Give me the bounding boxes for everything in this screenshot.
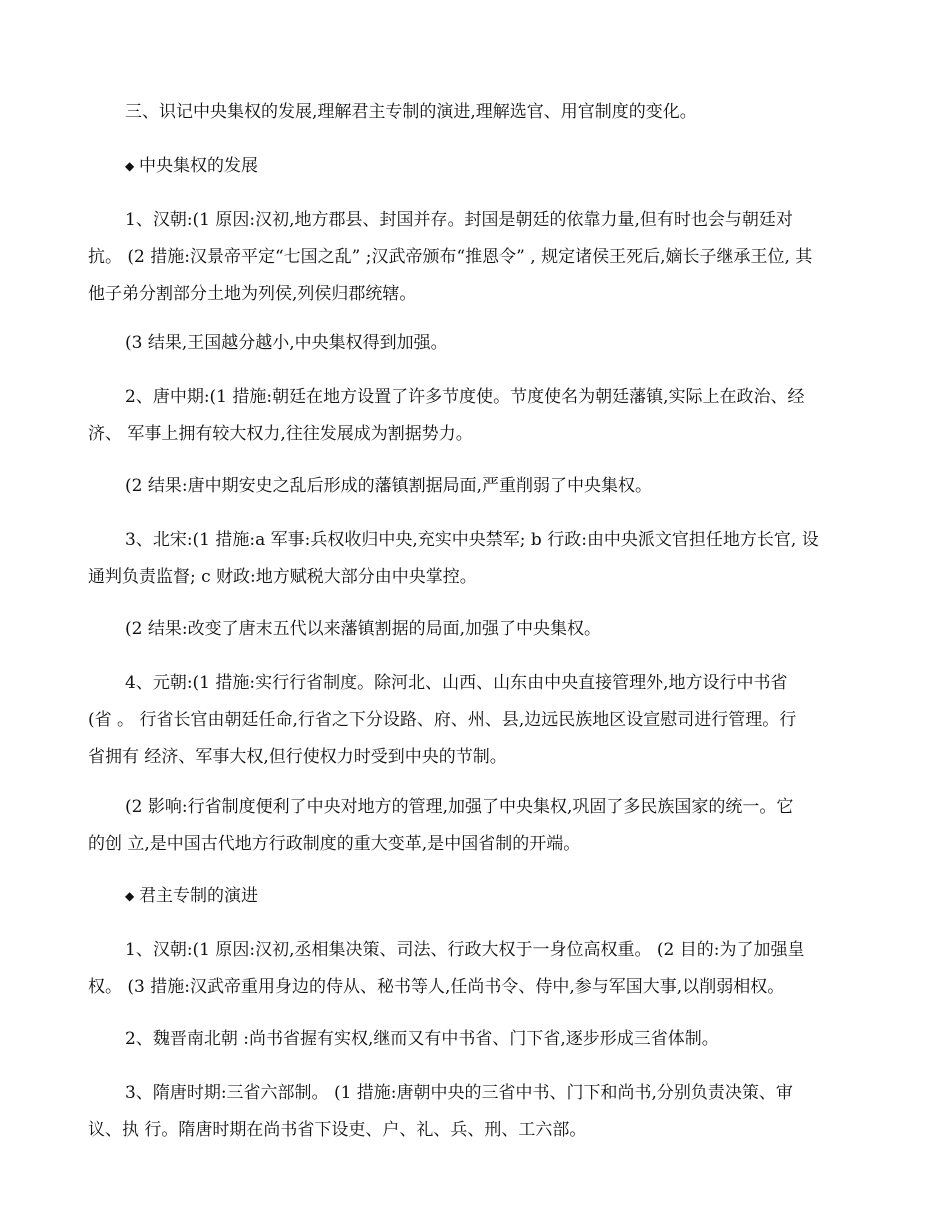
paragraph-yuan-impact <box>88 789 864 863</box>
paragraph-line: 1、汉朝:(1 原因:汉初,地方郡县、封国并存。封国是朝廷的依靠力量,但有时也会与朝廷对 <box>125 210 793 230</box>
paragraph-line: 议、执 行。隋唐时期在尚书省下设吏、户、礼、兵、刑、工六部。 <box>88 1120 587 1140</box>
diamond-bullet-icon: ◆ <box>125 889 135 903</box>
section-title: 君主专制的演进 <box>139 886 258 906</box>
paragraph-line: 1、汉朝:(1 原因:汉初,丞相集决策、司法、行政大权于一身位高权重。 (2 目的:为了加强皇 <box>125 940 805 960</box>
paragraph-line: 2、唐中期:(1 措施:朝廷在地方设置了许多节度使。节度使名为朝廷藩镇,实际上在政治、经 <box>125 387 805 407</box>
paragraph-tang-measures <box>88 379 864 453</box>
paragraph-weijin <box>88 1021 901 1058</box>
paragraph-han-result <box>88 325 901 362</box>
paragraph-line: 权。 (3 措施:汉武帝重用身边的侍从、秘书等人,任尚书令、侍中,参与军国大事,以削弱相权。 <box>88 977 785 997</box>
paragraph-han-autocracy <box>88 932 864 1006</box>
paragraph-line: (2 结果:唐中期安史之乱后形成的藩镇割据局面,严重削弱了中央集权。 <box>125 476 652 496</box>
paragraph-line: (2 影响:行省制度便利了中央对地方的管理,加强了中央集权,巩固了多民族国家的统一。它 <box>125 797 794 817</box>
paragraph-song-result <box>88 611 901 648</box>
paragraph-line: 济、 军事上拥有较大权力,往往发展成为割据势力。 <box>88 424 473 444</box>
paragraph-line: (省 。 行省长官由朝廷任命,行省之下分设路、府、州、县,边远民族地区设宣慰司进行管理。行 <box>88 710 797 730</box>
paragraph-tang-result <box>88 468 901 505</box>
paragraph-line: 的创 立,是中国古代地方行政制度的重大变革,是中国省制的开端。 <box>88 834 581 854</box>
paragraph-line: 2、魏晋南北朝 :尚书省握有实权,继而又有中书省、门下省,逐步形成三省体制。 <box>125 1029 719 1049</box>
paragraph-line: 通判负责监督; c 财政:地方赋税大部分由中央掌控。 <box>88 567 477 587</box>
paragraph-line: (3 结果,王国越分越小,中央集权得到加强。 <box>125 333 448 353</box>
paragraph-han-centralization <box>88 202 864 313</box>
section-heading-autocracy <box>88 878 901 915</box>
paragraph-line: (2 结果:改变了唐末五代以来藩镇割据的局面,加强了中央集权。 <box>125 619 601 639</box>
diamond-bullet-icon: ◆ <box>125 159 135 173</box>
paragraph-line: 省拥有 经济、军事大权,但行使权力时受到中央的节制。 <box>88 747 507 767</box>
paragraph-line: 3、隋唐时期:三省六部制。 (1 措施:唐朝中央的三省中书、门下和尚书,分别负责决策、审 <box>125 1083 793 1103</box>
paragraph-line: 抗。 (2 措施:汉景帝平定“七国之乱” ;汉武帝颁布“推恩令” , 规定诸侯王死后,嫡长子继承王位, 其 <box>88 247 813 267</box>
paragraph-yuan-measures <box>88 665 864 776</box>
paragraph-line: 4、元朝:(1 措施:实行行省制度。除河北、山西、山东由中央直接管理外,地方设行中书省 <box>125 673 788 693</box>
intro-text: 三、识记中央集权的发展,理解君主专制的演进,理解选官、用官制度的变化。 <box>125 102 697 122</box>
section-title: 中央集权的发展 <box>139 156 258 176</box>
intro-paragraph <box>88 94 901 131</box>
paragraph-song-measures <box>88 522 864 596</box>
paragraph-suitang <box>88 1075 864 1149</box>
paragraph-line: 他子弟分割部分土地为列侯,列侯归郡统辖。 <box>88 284 417 304</box>
section-heading-centralization <box>88 148 901 185</box>
paragraph-line: 3、北宋:(1 措施:a 军事:兵权收归中央,充实中央禁军; b 行政:由中央派文官担任地方长官, 设 <box>125 530 819 550</box>
